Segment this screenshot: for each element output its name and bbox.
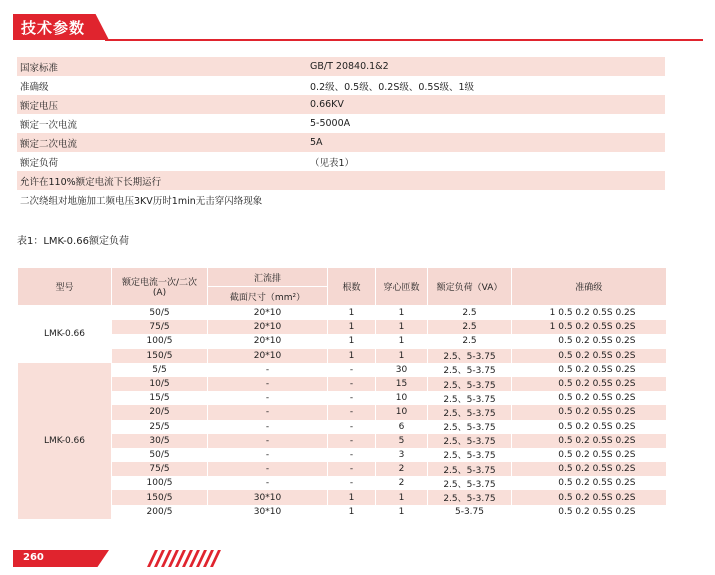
count-cell: -	[328, 434, 376, 448]
spec-row	[17, 152, 665, 171]
turns-cell: 5	[376, 434, 428, 448]
count-cell: 1	[328, 505, 376, 519]
turns-cell: 1	[376, 320, 428, 334]
model-cell: LMK-0.66	[18, 306, 112, 363]
section-cell: -	[208, 420, 328, 434]
spec-label: 二次绕组对地施加工频电压3KV历时1min无击穿闪络现象	[20, 195, 263, 207]
count-cell: -	[328, 363, 376, 377]
spec-label: 准确级	[20, 81, 49, 93]
accuracy-cell: 1 0.5 0.2 0.5S 0.2S	[512, 320, 666, 334]
section-cell: -	[208, 363, 328, 377]
current-cell: 100/5	[112, 334, 208, 348]
current-cell: 150/5	[112, 349, 208, 363]
header-turns: 穿心匝数	[376, 268, 428, 306]
accuracy-cell: 0.5 0.2 0.5S 0.2S	[512, 462, 666, 476]
accuracy-cell: 0.5 0.2 0.5S 0.2S	[512, 505, 666, 519]
count-cell: 1	[328, 349, 376, 363]
spec-list	[17, 57, 665, 209]
accuracy-cell: 0.5 0.2 0.5S 0.2S	[512, 476, 666, 490]
load-cell: 2.5	[428, 306, 512, 321]
table-row	[18, 434, 666, 448]
count-cell: -	[328, 391, 376, 405]
table-row	[18, 462, 666, 476]
section-cell: 20*10	[208, 320, 328, 334]
count-cell: -	[328, 462, 376, 476]
current-cell: 5/5	[112, 363, 208, 377]
table-row	[18, 363, 666, 377]
count-cell: -	[328, 405, 376, 419]
accuracy-cell: 0.5 0.2 0.5S 0.2S	[512, 405, 666, 419]
load-cell: 2.5、5-3.75	[428, 377, 512, 391]
table-row	[18, 405, 666, 419]
current-cell: 50/5	[112, 448, 208, 462]
page-number: 260	[23, 552, 44, 563]
load-cell: 2.5、5-3.75	[428, 434, 512, 448]
spec-label: 额定负荷	[20, 157, 59, 169]
spec-value: 5A	[310, 137, 323, 148]
turns-cell: 1	[376, 490, 428, 504]
turns-cell: 1	[376, 505, 428, 519]
spec-label: 国家标准	[20, 62, 59, 74]
decorative-slashes	[151, 550, 217, 567]
current-cell: 200/5	[112, 505, 208, 519]
spec-value: GB/T 20840.1&2	[310, 61, 389, 72]
load-cell: 2.5、5-3.75	[428, 363, 512, 377]
current-cell: 20/5	[112, 405, 208, 419]
accuracy-cell: 0.5 0.2 0.5S 0.2S	[512, 334, 666, 348]
turns-cell: 30	[376, 363, 428, 377]
table-caption: 表1：LMK-0.66额定负荷	[17, 236, 129, 247]
accuracy-cell: 0.5 0.2 0.5S 0.2S	[512, 391, 666, 405]
load-cell: 2.5、5-3.75	[428, 391, 512, 405]
load-cell: 2.5、5-3.75	[428, 448, 512, 462]
page-footer	[13, 550, 263, 570]
section-cell: 20*10	[208, 349, 328, 363]
spec-value: （见表1）	[310, 157, 355, 169]
header-busbar-section: 截面尺寸（mm²）	[208, 287, 328, 306]
count-cell: -	[328, 448, 376, 462]
turns-cell: 2	[376, 476, 428, 490]
spec-row	[17, 190, 665, 209]
spec-value: 0.66KV	[310, 99, 344, 110]
section-cell: 30*10	[208, 490, 328, 504]
load-cell: 2.5、5-3.75	[428, 490, 512, 504]
current-cell: 75/5	[112, 462, 208, 476]
current-cell: 25/5	[112, 420, 208, 434]
table-row	[18, 505, 666, 519]
load-cell: 5-3.75	[428, 505, 512, 519]
header-busbar: 汇流排	[208, 268, 328, 287]
load-cell: 2.5	[428, 334, 512, 348]
section-title: 技术参数	[21, 19, 86, 37]
spec-row	[17, 76, 665, 95]
count-cell: -	[328, 476, 376, 490]
turns-cell: 15	[376, 377, 428, 391]
table-row	[18, 320, 666, 334]
turns-cell: 10	[376, 391, 428, 405]
table-row	[18, 377, 666, 391]
count-cell: -	[328, 377, 376, 391]
section-cell: -	[208, 405, 328, 419]
spec-label: 额定二次电流	[20, 138, 78, 150]
spec-value: 0.2级、0.5级、0.2S级、0.5S级、1级	[310, 81, 475, 93]
header-count: 根数	[328, 268, 376, 306]
section-cell: -	[208, 377, 328, 391]
current-cell: 30/5	[112, 434, 208, 448]
accuracy-cell: 0.5 0.2 0.5S 0.2S	[512, 377, 666, 391]
accuracy-cell: 0.5 0.2 0.5S 0.2S	[512, 420, 666, 434]
table-row	[18, 391, 666, 405]
accuracy-cell: 0.5 0.2 0.5S 0.2S	[512, 349, 666, 363]
turns-cell: 2	[376, 462, 428, 476]
spec-row	[17, 95, 665, 114]
section-cell: -	[208, 476, 328, 490]
turns-cell: 6	[376, 420, 428, 434]
table-row	[18, 420, 666, 434]
current-cell: 50/5	[112, 306, 208, 321]
turns-cell: 10	[376, 405, 428, 419]
spec-row	[17, 133, 665, 152]
count-cell: 1	[328, 490, 376, 504]
header-model: 型号	[18, 268, 112, 306]
accuracy-cell: 0.5 0.2 0.5S 0.2S	[512, 434, 666, 448]
turns-cell: 3	[376, 448, 428, 462]
section-cell: -	[208, 434, 328, 448]
load-cell: 2.5、5-3.75	[428, 462, 512, 476]
header-accuracy: 准确级	[512, 268, 666, 306]
section-cell: 30*10	[208, 505, 328, 519]
load-table	[17, 268, 666, 519]
table-row	[18, 306, 666, 321]
spec-row	[17, 57, 665, 76]
load-cell: 2.5、5-3.75	[428, 349, 512, 363]
section-cell: -	[208, 462, 328, 476]
section-cell: 20*10	[208, 334, 328, 348]
accuracy-cell: 0.5 0.2 0.5S 0.2S	[512, 448, 666, 462]
count-cell: 1	[328, 320, 376, 334]
turns-cell: 1	[376, 334, 428, 348]
header-load: 额定负荷（VA）	[428, 268, 512, 306]
table-row	[18, 476, 666, 490]
section-cell: -	[208, 391, 328, 405]
turns-cell: 1	[376, 349, 428, 363]
model-cell: LMK-0.66	[18, 363, 112, 519]
header-current: 额定电流一次/二次 (A)	[112, 268, 208, 306]
accuracy-cell: 0.5 0.2 0.5S 0.2S	[512, 490, 666, 504]
spec-label: 额定一次电流	[20, 119, 78, 131]
load-cell: 2.5、5-3.75	[428, 420, 512, 434]
spec-row	[17, 171, 665, 190]
section-header	[13, 12, 703, 42]
load-cell: 2.5	[428, 320, 512, 334]
accuracy-cell: 1 0.5 0.2 0.5S 0.2S	[512, 306, 666, 321]
load-cell: 2.5、5-3.75	[428, 476, 512, 490]
table-body	[18, 306, 666, 519]
load-cell: 2.5、5-3.75	[428, 405, 512, 419]
header-rule	[105, 39, 703, 41]
table-row	[18, 334, 666, 348]
table-row	[18, 490, 666, 504]
spec-label: 允许在110%额定电流下长期运行	[20, 176, 162, 188]
count-cell: 1	[328, 306, 376, 321]
current-cell: 75/5	[112, 320, 208, 334]
count-cell: -	[328, 420, 376, 434]
spec-row	[17, 114, 665, 133]
current-cell: 15/5	[112, 391, 208, 405]
section-cell: 20*10	[208, 306, 328, 321]
accuracy-cell: 0.5 0.2 0.5S 0.2S	[512, 363, 666, 377]
count-cell: 1	[328, 334, 376, 348]
section-cell: -	[208, 448, 328, 462]
current-cell: 100/5	[112, 476, 208, 490]
spec-value: 5-5000A	[310, 118, 351, 129]
spec-label: 额定电压	[20, 100, 59, 112]
turns-cell: 1	[376, 306, 428, 321]
current-cell: 10/5	[112, 377, 208, 391]
table-row	[18, 349, 666, 363]
table-row	[18, 448, 666, 462]
current-cell: 150/5	[112, 490, 208, 504]
